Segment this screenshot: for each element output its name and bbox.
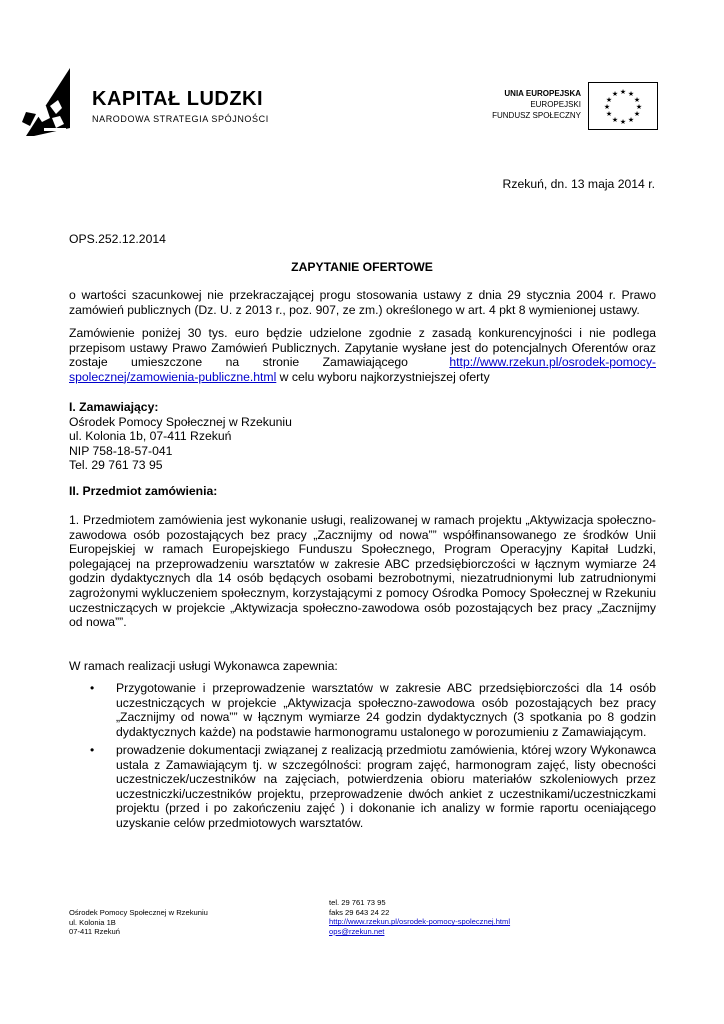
footer-org-name: Ośrodek Pomocy Społecznej w Rzekuniu — [69, 908, 208, 917]
subject-line: uczestniczących w projekcie „Aktywizacja społeczno-zawodowa osób pozostających bez pracy „Zacznijmy — [69, 600, 656, 615]
eu-stars-icon — [589, 83, 657, 129]
svg-text:★: ★ — [611, 116, 619, 124]
svg-text:★: ★ — [605, 96, 613, 104]
subject-line: godzin dydaktycznych dla 14 osób będących osobami bezrobotnymi, niezatrudnionymi lub zatrudnionymi — [69, 571, 656, 586]
logo-subtitle: NARODOWA STRATEGIA SPÓJNOŚCI — [92, 114, 269, 124]
subject-line: polegającej na przeprowadzeniu warsztatów w zakresie ABC przedsiębiorczości w łącznym wymiarze 24 — [69, 556, 656, 571]
subject-paragraph — [69, 513, 656, 630]
eu-line-1: UNIA EUROPEJSKA — [504, 89, 581, 98]
eu-text-block — [492, 88, 581, 121]
footer-city: 07-411 Rzekuń — [69, 927, 120, 937]
footer-website-link[interactable]: http://www.rzekun.pl/osrodek-pomocy-spolecznej.html — [329, 917, 511, 927]
footer-address — [69, 908, 208, 937]
svg-text:★: ★ — [619, 88, 627, 96]
footer-fax: faks 29 643 24 22 — [329, 907, 390, 917]
svg-text:★: ★ — [619, 118, 627, 126]
bullet-item-2 — [116, 743, 656, 831]
section-2-heading: II. Przedmiot zamówienia: — [69, 484, 218, 498]
bullet-line: prowadzenie dokumentacji związanej z realizacją przedmiotu zamówienia, której wzory Wykonawca — [116, 743, 656, 757]
notice-line — [69, 355, 656, 370]
bullet-icon: • — [90, 743, 95, 757]
svg-text:★: ★ — [633, 110, 641, 118]
document-title: ZAPYTANIE OFERTOWE — [291, 260, 433, 274]
logo-title: KAPITAŁ LUDZKI — [92, 88, 264, 110]
contractor-nip: NIP 758-18-57-041 — [69, 443, 173, 458]
section-zamawiajacy — [69, 400, 292, 473]
bullet-line: uczestniczących w projekcie „Aktywizacja społeczno-zawodowa osób pozostających bez pracy — [116, 695, 656, 710]
subject-line: Europejskiej w ramach Europejskiego Funduszu Społecznego, Program Operacyjny Kapitał Ludzki, — [69, 542, 656, 557]
bullet-line: dydaktycznych każde) na podstawie harmonogramu ustalonego w porozumieniu z Zamawiającym. — [116, 724, 647, 739]
notice-word: na — [225, 355, 240, 370]
contractor-name: Ośrodek Pomocy Społecznej w Rzekuniu — [69, 414, 292, 429]
eu-flag — [588, 82, 658, 130]
footer-street: ul. Kolonia 1B — [69, 917, 116, 927]
bullet-line: uczestniczki/uczestników projektu, przeprowadzenie dwóch ankiet z uczestnikami/uczestniczkami — [116, 786, 656, 801]
notice-line — [69, 370, 656, 385]
bullet-icon: • — [90, 681, 95, 695]
notice-word: stronie — [262, 355, 300, 370]
subject-line: zagrożonymi wykluczeniem społecznym, korzystającymi z pomocy Ośrodka Pomocy Społecznej w Rzekuniu — [69, 585, 656, 600]
footer-contact — [329, 898, 510, 936]
kapital-ludzki-logo — [22, 66, 269, 140]
svg-text:★: ★ — [611, 90, 619, 98]
svg-text:★: ★ — [633, 96, 641, 104]
bullet-line: „Zacznijmy od nowa”” w łącznym wymiarze 24 godzin dydaktycznych (3 spotkania po 8 godzin — [116, 710, 656, 725]
notice-line: Zamówienie poniżej 30 tys. euro będzie udzielone zgodnie z zasadą konkurencyjności i nie podlega — [69, 326, 656, 340]
subject-line: zawodowa osób pozostających bez pracy „Zacznijmy od nowa”” współfinansowanego ze środków Unii — [69, 527, 656, 542]
notice-line: przepisom ustawy Prawo Zamówień Publicznych. Zapytanie wysłane jest do potencjalnych Oferentów oraz — [69, 340, 656, 355]
svg-text:★: ★ — [603, 103, 611, 111]
contractor-address: ul. Kolonia 1b, 07-411 Rzekuń — [69, 429, 232, 444]
orders-link-part1[interactable]: http://www.rzekun.pl/osrodek-pomocy- — [449, 355, 656, 370]
scope-intro: W ramach realizacji usługi Wykonawca zapewnia: — [69, 659, 338, 673]
reference-number: OPS.252.12.2014 — [69, 232, 166, 246]
kapital-ludzki-emblem-icon — [22, 66, 74, 138]
bullet-line: Przygotowanie i przeprowadzenie warsztatów w zakresie ABC przedsiębiorczości dla 14 osób — [116, 681, 656, 695]
svg-text:★: ★ — [627, 116, 635, 124]
notice-paragraph — [69, 326, 656, 384]
bullet-line: uczestniczek/uczestników na zajęciach, potwierdzenia obioru materiałów szkoleniowych przez — [116, 772, 656, 787]
contractor-phone: Tel. 29 761 73 95 — [69, 458, 163, 473]
eu-line-3: FUNDUSZ SPOŁECZNY — [492, 111, 581, 120]
svg-text:★: ★ — [605, 110, 613, 118]
svg-text:★: ★ — [627, 90, 635, 98]
notice-line-rest: w celu wyboru najkorzystniejszej oferty — [276, 369, 490, 384]
bullet-line: uzyskanie celów przedmiotowych warsztatów. — [116, 815, 364, 830]
bullet-line: projektu (przed i po zakończeniu zajęć ) i dokonanie ich analizy w formie raportu oceniającego — [116, 801, 656, 816]
intro-paragraph — [69, 288, 656, 317]
footer-email-link[interactable]: ops@rzekun.net — [329, 926, 385, 936]
bullet-line: ustala z Zamawiającym tj. w szczególności: program zajęć, harmonogram zajęć, listy obecności — [116, 757, 656, 772]
section-1-heading: I. Zamawiający: — [69, 400, 159, 414]
eu-line-2: EUROPEJSKI — [530, 100, 581, 109]
subject-line: od nowa””. — [69, 615, 127, 630]
bullet-item-1 — [116, 681, 656, 739]
orders-link-part2[interactable]: spolecznej/zamowienia-publiczne.html — [69, 369, 277, 384]
intro-line: o wartości szacunkowej nie przekraczającej progu stosowania ustawy z dnia 29 stycznia 2004 r. Prawo — [69, 288, 656, 302]
notice-word: Zamawiającego — [322, 355, 408, 370]
notice-word: umieszczone — [131, 355, 203, 370]
place-date: Rzekuń, dn. 13 maja 2014 r. — [502, 177, 655, 191]
intro-line: zamówień publicznych (Dz. U. z 2013 r., poz. 907, ze zm.) określonego w art. 4 pkt 8 wymienionej ustawy. — [69, 302, 640, 317]
footer-phone: tel. 29 761 73 95 — [329, 898, 386, 907]
notice-word: zostaje — [69, 355, 108, 370]
subject-line: 1. Przedmiotem zamówienia jest wykonanie usługi, realizowanej w ramach projektu „Aktywizacja społeczno- — [69, 513, 656, 527]
svg-text:★: ★ — [635, 103, 643, 111]
